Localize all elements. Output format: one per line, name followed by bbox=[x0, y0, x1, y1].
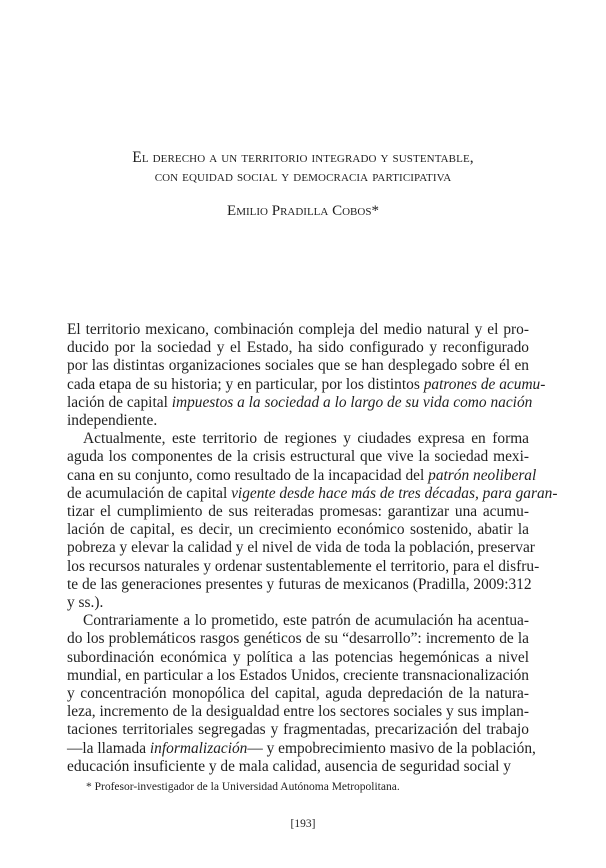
paragraph-line bbox=[67, 630, 529, 648]
text-run: Actualmente, este territorio de regiones y ciudades expresa en forma bbox=[83, 430, 529, 448]
text-run: El territorio mexicano, combinación compleja del medio natural y el pro- bbox=[67, 321, 529, 338]
paragraph-line bbox=[67, 375, 546, 394]
text-run: cana en su conjunto, como resultado de la incapacidad del bbox=[67, 466, 429, 484]
paragraph-line bbox=[67, 612, 529, 630]
text-run: lación de capital, es decir, un crecimiento económico sostenido, abatir la bbox=[67, 521, 529, 539]
body-text bbox=[67, 321, 558, 776]
paragraph-line bbox=[67, 357, 529, 375]
paragraph-line bbox=[67, 430, 529, 448]
footnote: * Profesor-investigador de la Universidad Autónoma Metropolitana. bbox=[86, 781, 400, 793]
text-run: por las distintas organizaciones sociales que se han desplegado sobre él en bbox=[67, 357, 529, 375]
text-run: independiente. bbox=[67, 412, 158, 430]
text-run: Contrariamente a lo prometido, este patrón de acumulación ha acentua- bbox=[83, 612, 529, 630]
text-run: aguda los componentes de la crisis estructural que vive la sociedad mexi- bbox=[67, 448, 529, 466]
text-run: de acumulación de capital bbox=[67, 484, 228, 502]
paragraph-line bbox=[67, 685, 529, 703]
paragraph-line bbox=[67, 557, 540, 576]
paragraph-line bbox=[67, 466, 537, 485]
text-run: do los problemáticos rasgos genéticos de su “desarrollo”: incremento de la bbox=[67, 630, 529, 648]
text-run: y concentración monopólica del capital, aguda depredación de la natura- bbox=[67, 685, 529, 703]
italic-text: informalización bbox=[149, 739, 248, 757]
text-run: los recursos naturales y ordenar sustentablemente el territorio, para el disfru- bbox=[67, 557, 540, 575]
paragraph-line bbox=[67, 649, 529, 667]
paragraph-line bbox=[67, 484, 558, 503]
page-number: [193] bbox=[290, 818, 316, 830]
text-run: te de las generaciones presentes y futuras de mexicanos (Pradilla, 2009:312 bbox=[67, 575, 532, 593]
text-run: tizar el cumplimiento de sus reiteradas promesas: garantizar una acumu- bbox=[67, 503, 529, 521]
italic-text: impuestos a la sociedad a lo largo de su vida como nación bbox=[167, 393, 533, 411]
text-run: educación insuficiente y de mala calidad, ausencia de seguridad social y bbox=[67, 757, 512, 775]
paragraph-line bbox=[67, 594, 529, 612]
paragraph-line bbox=[67, 703, 529, 721]
paragraph-line bbox=[67, 503, 529, 521]
text-run: leza, incremento de la desigualdad entre los sectores sociales y sus implan- bbox=[67, 703, 529, 721]
author-name: Emilio Pradilla Cobos* bbox=[227, 203, 379, 219]
text-run: pobreza y elevar la calidad y el nivel de vida de toda la población, preservar bbox=[67, 539, 535, 557]
paragraph-line bbox=[67, 448, 529, 466]
text-run: mundial, en particular a los Estados Unidos, creciente transnacionalización bbox=[67, 666, 529, 684]
text-run: ducido por la sociedad y el Estado, ha sido configurado y reconfigurado bbox=[67, 339, 529, 357]
paragraph-line bbox=[67, 393, 533, 412]
paragraph-line bbox=[67, 539, 535, 557]
chapter-title-line-1: El derecho a un territorio integrado y sustentable, bbox=[132, 149, 474, 166]
text-run: — y empobrecimiento masivo de la población, bbox=[247, 739, 536, 757]
paragraph-line bbox=[67, 739, 536, 758]
paragraph-line bbox=[67, 321, 529, 339]
chapter-title bbox=[60, 148, 546, 186]
text-run: lación de capital bbox=[67, 393, 168, 411]
paragraph-line bbox=[67, 412, 529, 430]
paragraph-line bbox=[67, 758, 529, 776]
text-run: y ss.). bbox=[67, 594, 104, 612]
text-run: subordinación económica y política a las potencias hegemónicas a nivel bbox=[67, 648, 529, 666]
chapter-title-line-2: con equidad social y democracia participativa bbox=[154, 168, 452, 185]
text-run: taciones territoriales segregadas y fragmentadas, precarización del trabajo bbox=[67, 721, 529, 739]
paragraph-line bbox=[67, 667, 529, 685]
paragraph-line bbox=[67, 721, 529, 739]
italic-text: patrones de acumu- bbox=[423, 375, 546, 393]
italic-text: patrón neoliberal bbox=[428, 466, 537, 484]
italic-text: vigente desde hace más de tres décadas, para garan- bbox=[227, 484, 558, 502]
text-run: cada etapa de su historia; y en particular, por los distintos bbox=[67, 375, 424, 393]
paragraph-line bbox=[67, 339, 529, 357]
text-run: —la llamada bbox=[67, 739, 150, 757]
paragraph-line bbox=[67, 575, 532, 594]
paragraph-line bbox=[67, 521, 529, 539]
